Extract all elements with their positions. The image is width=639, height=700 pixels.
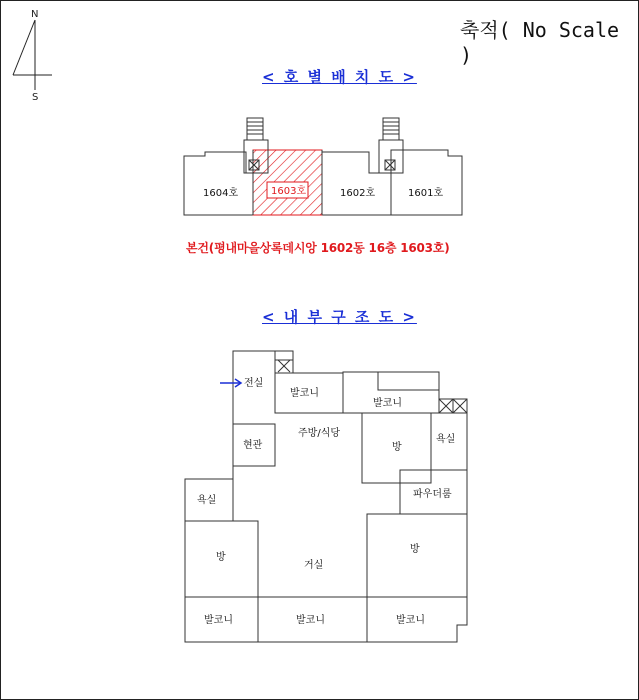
room-bedroom-left-label: 방 xyxy=(216,552,226,563)
unit-layout xyxy=(184,118,462,215)
stair-core-right xyxy=(383,118,399,140)
room-bath-right-label: 욕실 xyxy=(436,434,456,445)
compass-north-label: N xyxy=(31,9,39,20)
scale-note: 축적( No Scale ) xyxy=(460,18,620,67)
entrance-arrow-icon xyxy=(220,379,241,387)
unit-layout-heading: < 호 별 배 치 도 > xyxy=(262,68,417,86)
unit-1604-label: 1604호 xyxy=(203,188,239,199)
stair-core-left xyxy=(247,118,263,140)
unit-1603-label: 1603호 xyxy=(271,186,307,197)
subject-property-caption: 본건(평내마을상록데시앙 1602동 16층 1603호) xyxy=(186,241,450,255)
north-arrow-icon xyxy=(13,9,52,103)
room-bedroom-right-label: 방 xyxy=(410,544,420,555)
room-entrance-label: 전실 xyxy=(244,378,264,389)
room-kitchen-label: 주방/식당 xyxy=(298,428,341,439)
room-balcony-top-label: 발코니 xyxy=(290,388,319,399)
room-balcony-bottom-right-label: 발코니 xyxy=(396,615,425,626)
unit-1602-label: 1602호 xyxy=(340,188,376,199)
room-balcony-bottom-center-label: 발코니 xyxy=(296,615,325,626)
room-powder-label: 파우더룸 xyxy=(413,489,452,500)
room-balcony-bottom-left-label: 발코니 xyxy=(204,615,233,626)
compass-south-label: S xyxy=(32,92,39,103)
room-bath-left-label: 욕실 xyxy=(197,495,217,506)
unit-1601-label: 1601호 xyxy=(408,188,444,199)
room-bedroom-center-label: 방 xyxy=(392,442,402,453)
floor-plan-heading: < 내 부 구 조 도 > xyxy=(262,308,417,326)
room-living-label: 거실 xyxy=(304,560,324,571)
room-foyer-label: 현관 xyxy=(243,440,263,451)
room-balcony-top-right-label: 발코니 xyxy=(373,398,402,409)
